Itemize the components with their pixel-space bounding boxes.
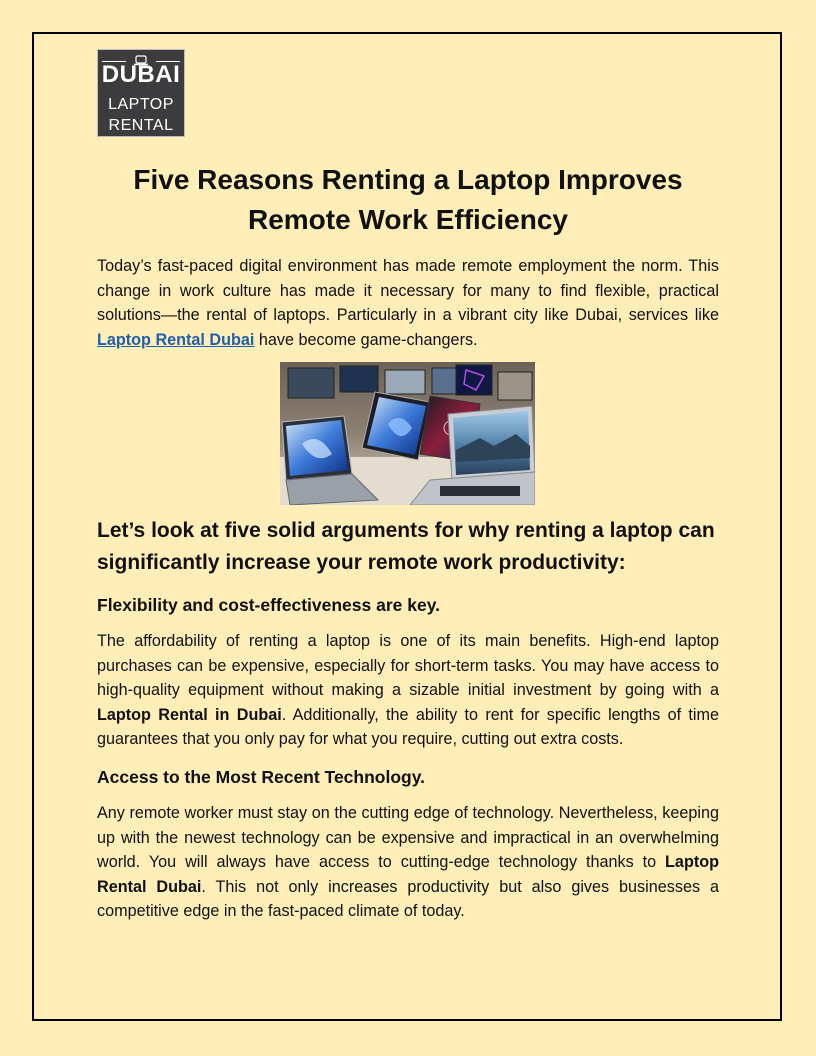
logo-line-2: LAPTOP bbox=[108, 96, 174, 113]
technology-text-after: . This not only increases productivity but also gives businesses a competitive edge in the fast-paced climate of today. bbox=[97, 877, 719, 921]
technology-text-before: Any remote worker must stay on the cutting edge of technology. Nevertheless, keeping up with the newest technology can be expensive and impractical in an overwhelming world. You will always have access to cutting-edge technology thanks to bbox=[97, 804, 719, 872]
section-heading-flexibility: Flexibility and cost-effectiveness are key. bbox=[97, 595, 441, 615]
technology-paragraph bbox=[97, 801, 719, 924]
laptop-rental-dubai-link[interactable]: Laptop Rental Dubai bbox=[97, 330, 255, 349]
title-line-1: Five Reasons Renting a Laptop Improves bbox=[133, 164, 683, 195]
logo-line-1: DUBAI bbox=[101, 61, 181, 88]
title-line-2: Remote Work Efficiency bbox=[247, 204, 569, 235]
flexibility-paragraph bbox=[97, 629, 719, 752]
technology-bold-phrase: Laptop Rental Dubai bbox=[97, 853, 719, 896]
flexibility-bold-phrase: Laptop Rental in Dubai bbox=[97, 705, 282, 724]
flexibility-text-before: The affordability of renting a laptop is one of its main benefits. High-end laptop purchases can be expensive, especially for short-term tasks. You may have access to high-quality equipment without making a sizable initial investment by going with a bbox=[97, 632, 719, 700]
intro-text-before: Today’s fast-paced digital environment has made remote employment the norm. This change in work culture has made it necessary for many to find flexible, practical solutions—the rental of laptops. Particularly in a vibrant city like Dubai, services like bbox=[97, 257, 719, 325]
arguments-subheading: Let’s look at five solid arguments for why renting a laptop can significantly increase your remote work productivity: bbox=[97, 519, 715, 574]
intro-paragraph bbox=[97, 254, 719, 352]
intro-text-after: have become game-changers. bbox=[254, 330, 478, 349]
logo-line-3: RENTAL bbox=[108, 117, 174, 134]
laptops-hero-image bbox=[280, 362, 535, 505]
page-title bbox=[97, 160, 719, 240]
laptops-illustration bbox=[280, 362, 535, 505]
flexibility-text-after: . Additionally, the ability to rent for specific lengths of time guarantees that you only pay for what you require, cutting out extra costs. bbox=[97, 705, 719, 749]
section-heading-technology: Access to the Most Recent Technology. bbox=[97, 767, 426, 787]
brand-logo bbox=[97, 49, 185, 137]
